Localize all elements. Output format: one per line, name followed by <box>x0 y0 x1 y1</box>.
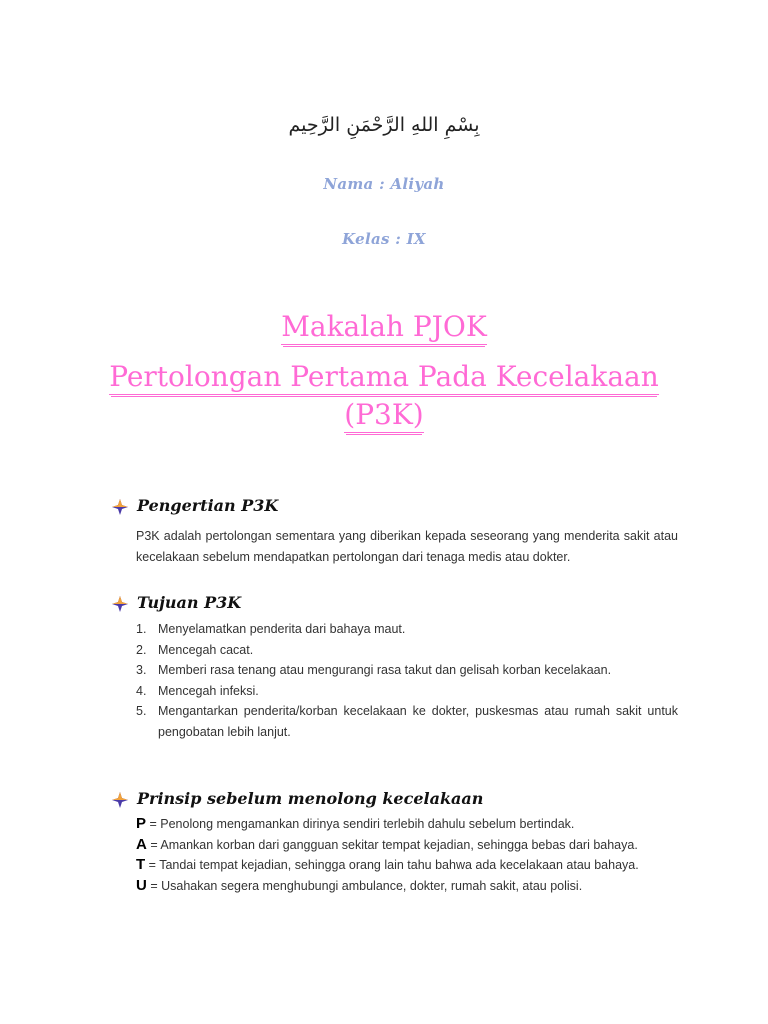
bismillah: بِسْمِ اللهِ الرَّحْمَنِ الرَّحِيم <box>288 114 480 136</box>
list-item: 4. Mencegah infeksi. <box>136 683 259 698</box>
title-line-3: (P3K) <box>344 398 424 431</box>
prinsip-list <box>136 814 696 896</box>
section-heading-tujuan: Tujuan P3K <box>112 593 241 612</box>
student-class: Kelas : IX <box>342 230 426 248</box>
prinsip-item-u: U = Usahakan segera menghubungi ambulance, dokter, rumah sakit, atau polisi. <box>136 876 583 894</box>
section-heading-prinsip: Prinsip sebelum menolong kecelakaan <box>112 789 483 808</box>
prinsip-item-p: P = Penolong mengamankan dirinya sendiri terlebih dahulu sebelum bertindak. <box>136 815 575 832</box>
prinsip-item-t: T = Tandai tempat kejadian, sehingga orang lain tahu bahwa ada kecelakaan atau bahaya. <box>136 856 639 873</box>
star-bullet-icon <box>112 499 128 515</box>
list-item: 1. Menyelamatkan penderita dari bahaya maut. <box>136 622 406 636</box>
title-line-2: Pertolongan Pertama Pada Kecelakaan <box>109 360 659 393</box>
list-item: 2. Mencegah cacat. <box>136 642 254 657</box>
section-heading-pengertian: Pengertian P3K <box>112 496 278 515</box>
student-name: Nama : Aliyah <box>323 175 445 193</box>
document-title <box>60 308 708 434</box>
star-bullet-icon <box>112 792 128 808</box>
pengertian-paragraph: P3K adalah pertolongan sementara yang diberikan kepada seseorang yang menderita sakit atau kecelakaan sebelum mendapatkan pertolongan dari tenaga medis atau dokter. <box>136 529 678 564</box>
prinsip-item-a: A = Amankan korban dari gangguan sekitar tempat kejadian, sehingga bebas dari bahaya. <box>136 835 638 853</box>
list-item: 5. Mengantarkan penderita/korban kecelakaan ke dokter, puskesmas atau rumah sakit untuk pengobatan lebih lanjut. <box>136 704 678 739</box>
star-bullet-icon <box>112 596 128 612</box>
tujuan-list <box>136 619 678 742</box>
list-item: 3. Memberi rasa tenang atau mengurangi rasa takut dan gelisah korban kecelakaan. <box>136 663 612 677</box>
title-line-1: Makalah PJOK <box>281 310 487 343</box>
